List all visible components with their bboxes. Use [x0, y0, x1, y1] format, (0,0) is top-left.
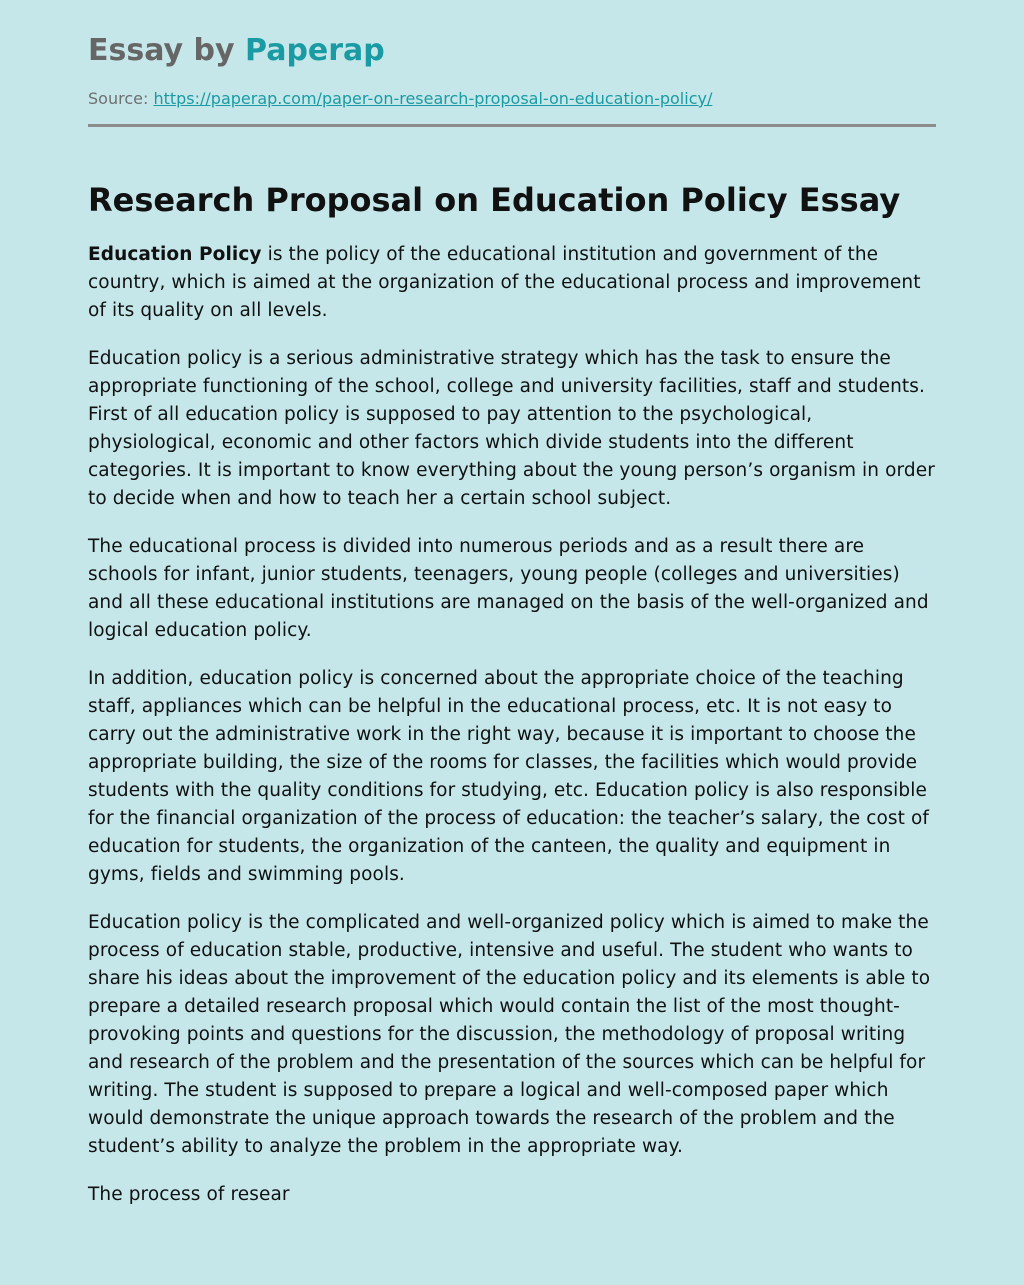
body-paragraph: The educational process is divided into numerous periods and as a result there are schools for infant, junior students, teenagers, young people (colleges and universities) and all these educational institutions are managed on the basis of the well-organized and logical education policy. [88, 536, 929, 641]
brand-prefix: Essay by [88, 33, 235, 68]
source-label: Source: [88, 89, 149, 108]
body-paragraph: In addition, education policy is concerned about the appropriate choice of the teaching staff, appliances which can be helpful in the educational process, etc. It is not easy to carry out the administrative work in the right way, because it is important to choose the appropriate building, the size of the rooms for classes, the facilities which would provide students with the quality conditions for studying, etc. Education policy is also responsible for the financial organization of the process of education: the teacher’s salary, the cost of education for students, the organization of the canteen, the quality and equipment in gyms, fields and swimming pools. [88, 668, 930, 885]
body-paragraph: Education policy is a serious administrative strategy which has the task to ensure the appropriate functioning of the school, college and university facilities, staff and students. First of all education policy is supposed to pay attention to the psychological, physiological, economic and other factors which divide students into the different categories. It is important to know everything about the young person’s organism in order to decide when and how to teach her a certain school subject. [88, 348, 935, 509]
site-brand[interactable] [88, 31, 385, 71]
source-line [88, 88, 712, 110]
body-paragraph: Education policy is the complicated and well-organized policy which is aimed to make the process of education stable, productive, intensive and useful. The student who wants to share his ideas about the improvement of the education policy and its elements is able to prepare a detailed research proposal which would contain the list of the most thought-provoking points and questions for the discussion, the methodology of proposal writing and research of the problem and the presentation of the sources which can be helpful for writing. The student is supposed to prepare a logical and well-composed paper which would demonstrate the unique approach towards the research of the problem and the student’s ability to analyze the problem in the appropriate way. [88, 912, 931, 1157]
intro-bold-term: Education Policy [88, 244, 262, 265]
essay-body [88, 241, 936, 1229]
brand-name: Paperap [245, 33, 385, 68]
intro-paragraph [88, 241, 936, 325]
intro-text: is the policy of the educational institution and government of the country, which is aimed at the organization of the educational process and improvement of its quality on all levels. [88, 244, 921, 321]
truncated-paragraph: The process of resear [88, 1184, 290, 1205]
header-divider [88, 124, 936, 127]
source-link[interactable]: https://paperap.com/paper-on-research-proposal-on-education-policy/ [153, 89, 713, 108]
essay-title: Research Proposal on Education Policy Essay [88, 181, 901, 219]
